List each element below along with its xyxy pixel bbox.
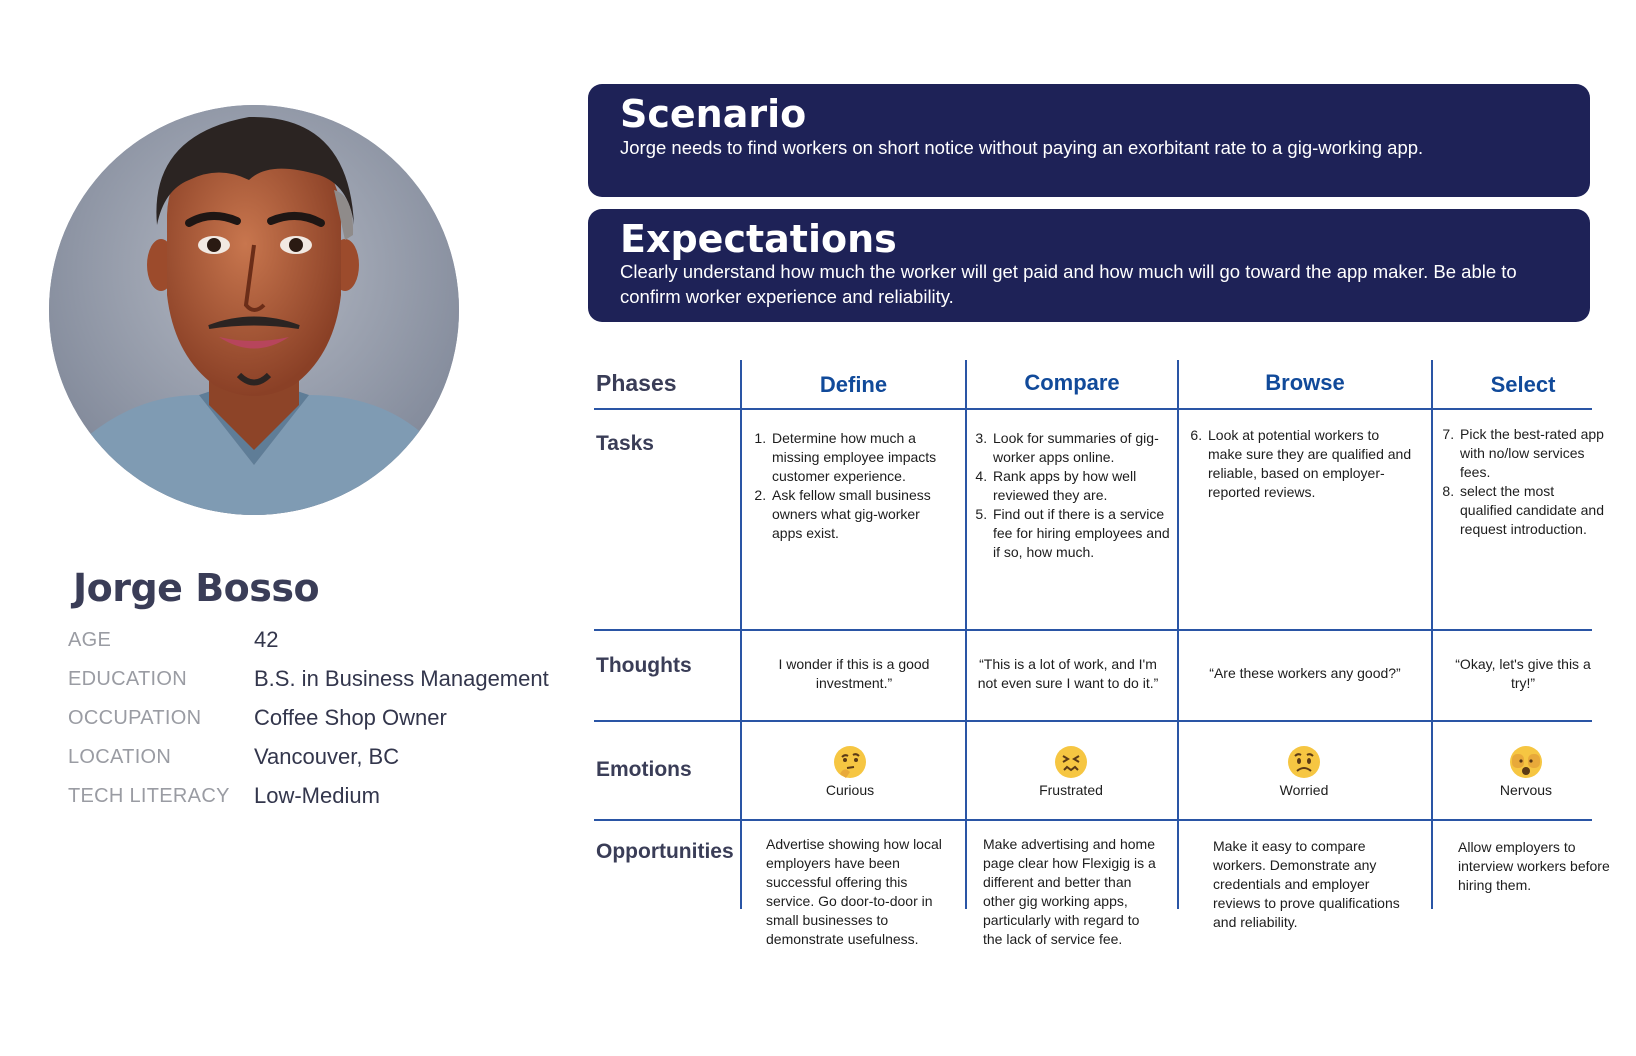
emotion-select: [1466, 744, 1586, 798]
info-value: Vancouver, BC: [254, 744, 400, 769]
emotion-compare: [1006, 744, 1136, 798]
persona-info-location: [68, 742, 399, 772]
grid-divider: [965, 360, 967, 909]
opportunity-define: Advertise showing how local employers have been successful offering this service. Go door-to-door in small businesses to demonstrate usefulness.: [766, 836, 942, 947]
row-label-phases: Phases: [596, 370, 677, 396]
grid-rule: [594, 629, 1592, 631]
expectations-title: Expectations: [620, 217, 897, 261]
thought-compare: “This is a lot of work, and I'm not even sure I want to do it.”: [977, 656, 1159, 691]
task-item: 8. select the most qualified candidate and request introduction.: [1458, 482, 1606, 539]
grid-rule: [594, 720, 1592, 722]
task-item: 1. Determine how much a missing employee impacts customer experience.: [770, 429, 947, 486]
opportunity-browse: Make it easy to compare workers. Demonstrate any credentials and employer reviews to prove qualifications and reliability.: [1213, 838, 1400, 930]
grid-divider: [1431, 360, 1433, 909]
tasks-cell-compare: [973, 429, 1173, 562]
thought-define: I wonder if this is a good investment.”: [778, 656, 930, 691]
info-value: B.S. in Business Management: [254, 666, 549, 691]
grid-divider: [1177, 360, 1179, 909]
emotion-label: Nervous: [1499, 782, 1553, 798]
emotion-label: Worried: [1279, 782, 1329, 798]
thought-browse: “Are these workers any good?”: [1209, 665, 1401, 681]
row-label-emotions: Emotions: [596, 758, 692, 781]
info-value: Low-Medium: [254, 783, 380, 808]
confounded-face-icon: [1053, 744, 1089, 780]
row-label-thoughts: Thoughts: [596, 654, 692, 677]
info-value: 42: [254, 627, 279, 652]
tasks-cell-select: [1440, 425, 1606, 539]
emotion-define: [790, 744, 910, 798]
persona-info-education: [68, 664, 549, 694]
opportunity-select: Allow employers to interview workers before hiring them.: [1458, 839, 1610, 893]
phase-header-define: Define: [819, 372, 888, 397]
scenario-body: Jorge needs to find workers on short notice without paying an exorbitant rate to a gig-working app.: [620, 137, 1424, 158]
persona-avatar: [49, 105, 459, 515]
tasks-cell-browse: [1188, 426, 1416, 502]
info-label: OCCUPATION: [68, 706, 202, 729]
info-label: EDUCATION: [68, 667, 187, 690]
grid-rule: [594, 408, 1592, 410]
worried-face-icon: [1286, 744, 1322, 780]
task-item: 4. Rank apps by how well reviewed they are.: [991, 467, 1173, 505]
scenario-title: Scenario: [620, 92, 807, 136]
thinking-face-icon: [832, 744, 868, 780]
info-label: LOCATION: [68, 745, 172, 768]
persona-info-tech-literacy: [68, 781, 380, 811]
scenario-banner: [588, 84, 1590, 197]
emotion-label: Frustrated: [1039, 782, 1103, 798]
expectations-banner: [588, 209, 1590, 322]
persona-info-occupation: [68, 703, 447, 733]
task-item: 2. Ask fellow small business owners what gig-worker apps exist.: [770, 486, 947, 543]
thought-select: “Okay, let's give this a try!”: [1455, 656, 1591, 691]
task-item: 6. Look at potential workers to make sure they are qualified and reliable, based on employer-reported reviews.: [1206, 426, 1416, 502]
row-label-tasks: Tasks: [596, 432, 654, 455]
emotion-label: Curious: [825, 782, 875, 798]
persona-portrait-illustration: [49, 105, 459, 515]
expectations-body: Clearly understand how much the worker will get paid and how much will go toward the app maker. Be able to confirm worker experience and reliability.: [620, 261, 1517, 307]
task-item: 7. Pick the best-rated app with no/low services fees.: [1458, 425, 1606, 482]
tasks-cell-define: [752, 429, 947, 543]
task-item: 3. Look for summaries of gig-worker apps online.: [991, 429, 1173, 467]
phase-header-select: Select: [1490, 372, 1556, 397]
persona-name: Jorge Bosso: [73, 566, 320, 610]
info-label: TECH LITERACY: [68, 784, 230, 807]
task-item: 5. Find out if there is a service fee for hiring employees and if so, how much.: [991, 505, 1173, 562]
opportunity-compare: Make advertising and home page clear how Flexigig is a different and better than other gig working apps, particularly with regard to the lack of service fee.: [983, 836, 1156, 947]
face-with-peeking-eye-icon: [1508, 744, 1544, 780]
phase-header-compare: Compare: [1024, 370, 1120, 395]
info-value: Coffee Shop Owner: [254, 705, 447, 730]
phase-header-browse: Browse: [1265, 370, 1345, 395]
emotion-browse: [1239, 744, 1369, 798]
grid-rule: [594, 819, 1592, 821]
persona-info-age: [68, 625, 278, 655]
row-label-opportunities: Opportunities: [596, 840, 734, 863]
info-label: AGE: [68, 628, 112, 651]
grid-divider: [740, 360, 742, 909]
